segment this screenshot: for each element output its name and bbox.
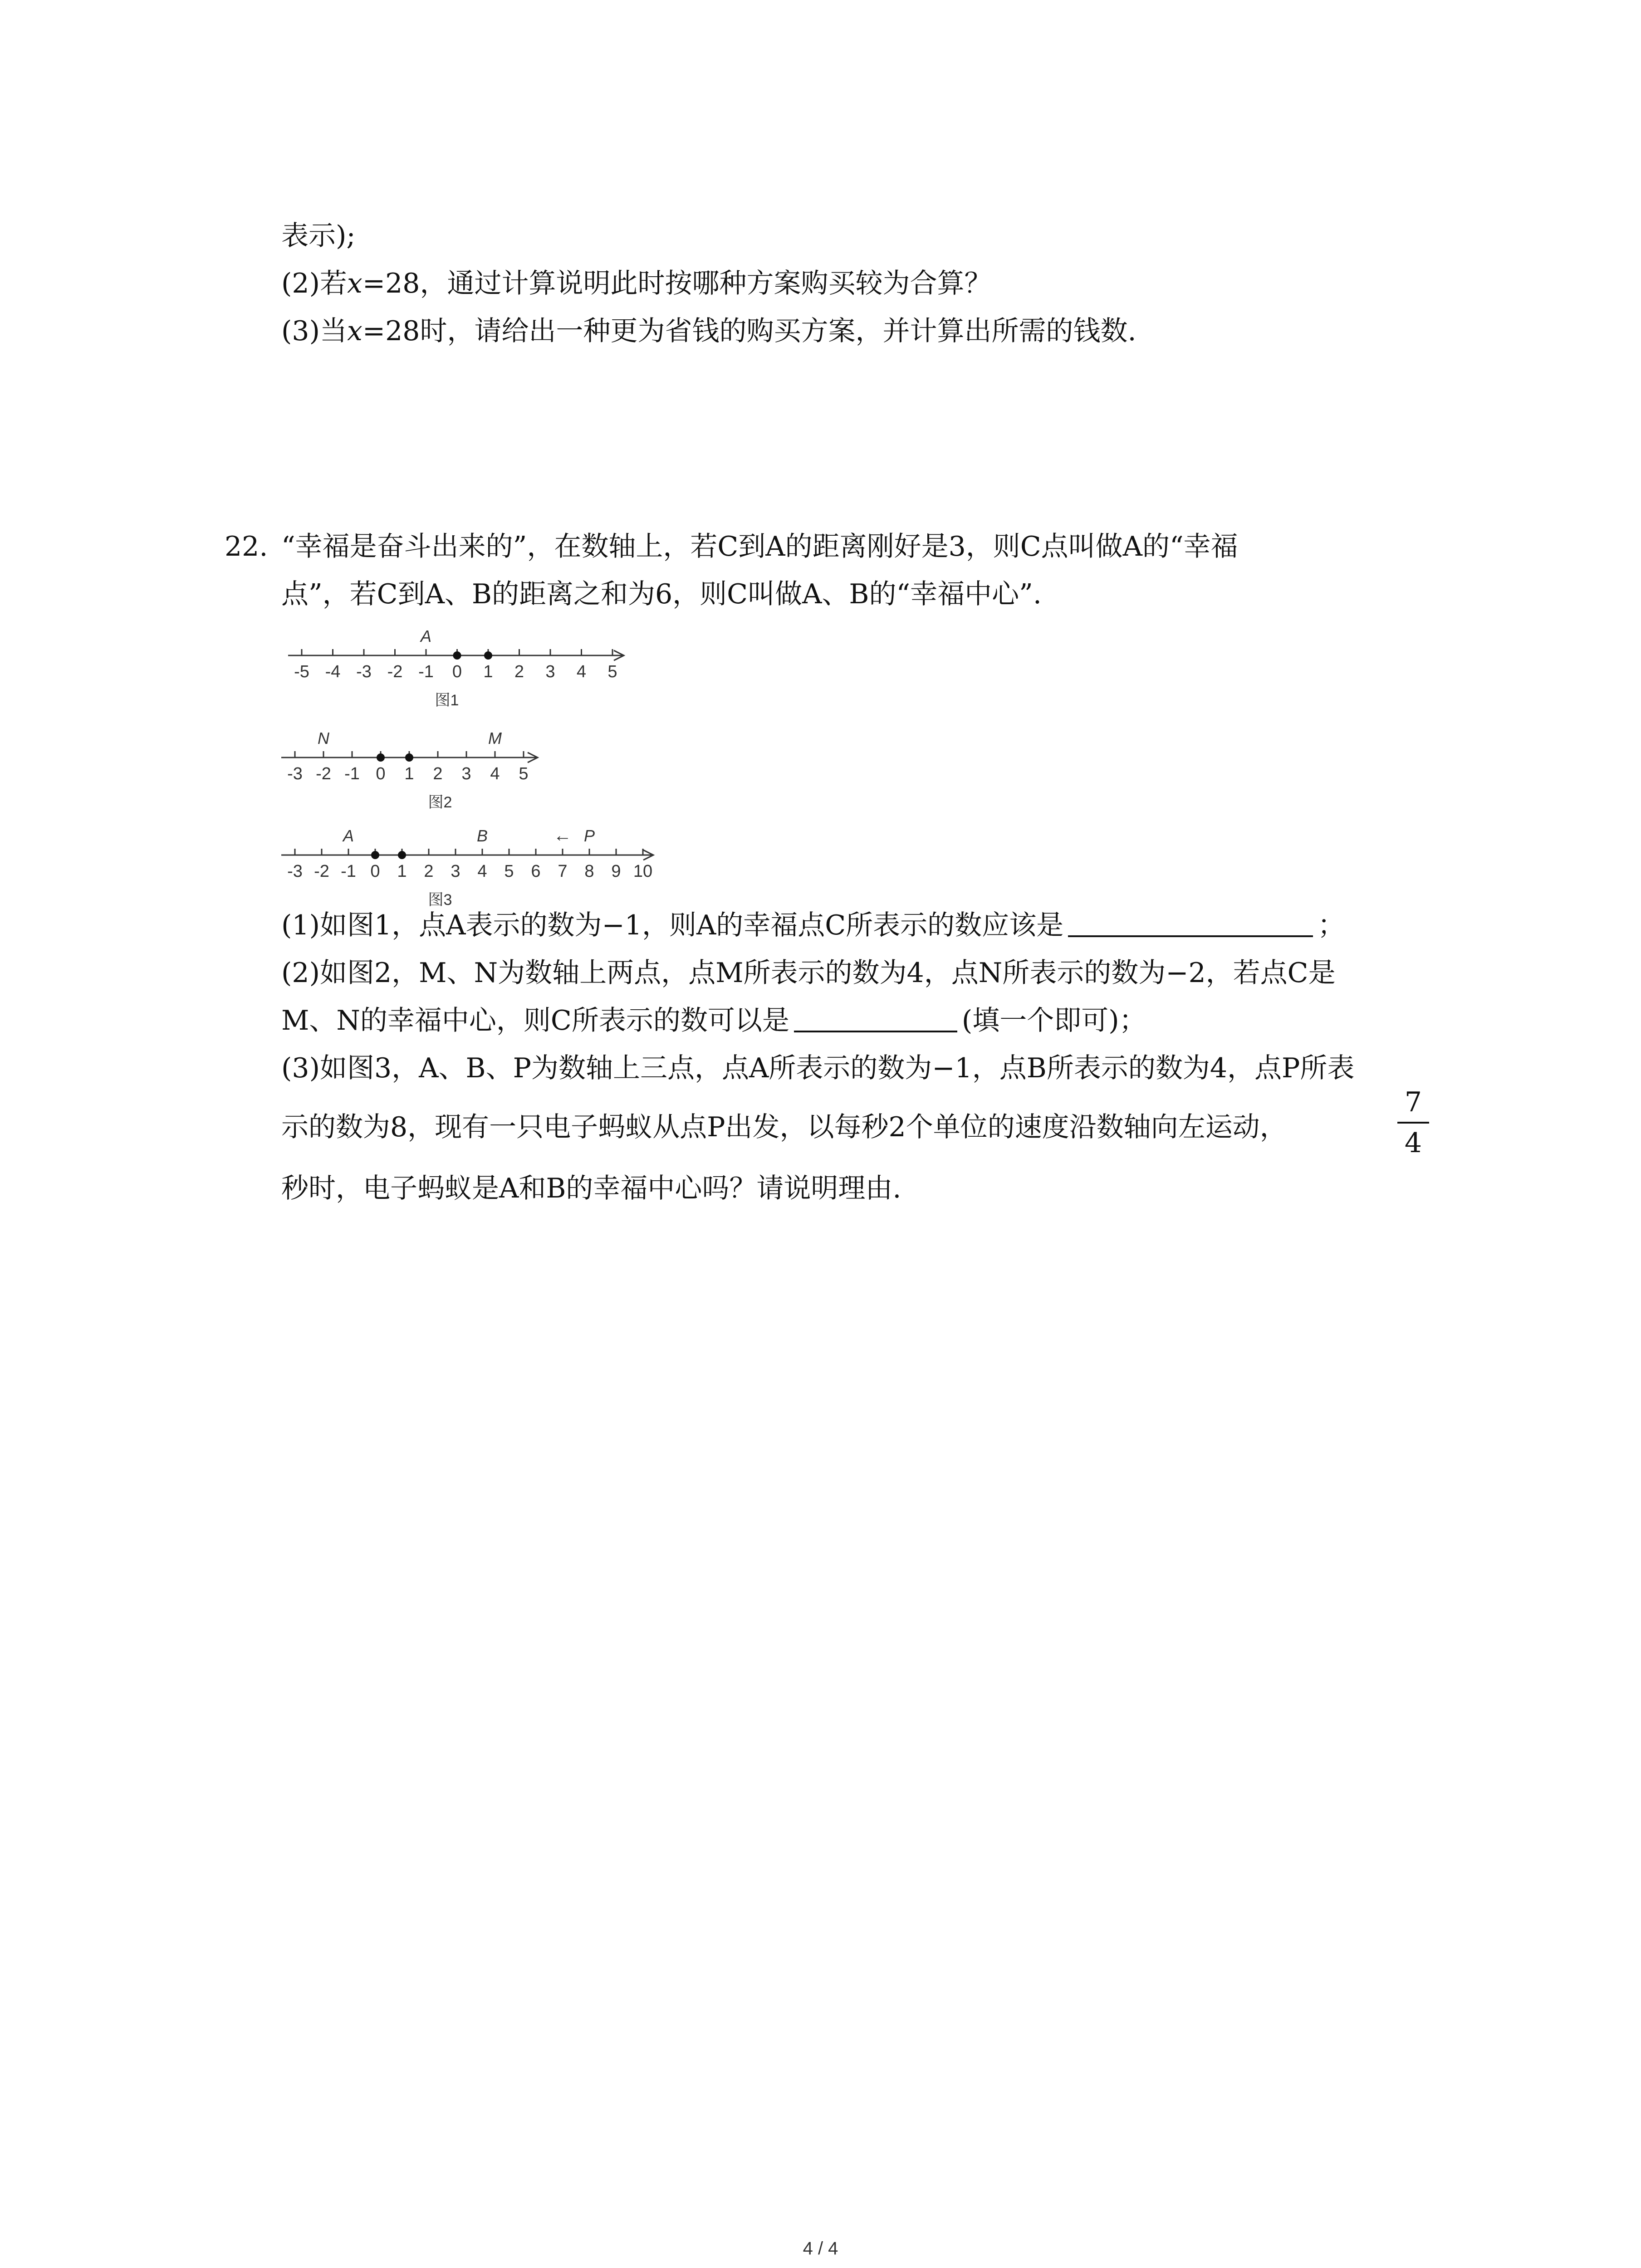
tick-label: -5 [294, 662, 309, 681]
point-dot [405, 753, 413, 762]
point-dot [453, 651, 461, 660]
tick-label: 2 [424, 862, 434, 881]
number-line-figure-1 [0, 610, 681, 719]
question-22-number: 22. [225, 531, 268, 562]
point-dot [484, 651, 492, 660]
tick-label: -2 [316, 764, 331, 783]
tick-label: 1 [404, 764, 414, 783]
tick-label: -1 [418, 662, 434, 681]
left-arrow-icon: ← [554, 826, 572, 846]
tick-label: 8 [584, 862, 594, 881]
tick-label: 10 [633, 862, 653, 881]
part-2-line-2: M、N的幸福中心，则C所表示的数可以是 (填一个即可)； [281, 1002, 1146, 1039]
page-number: 4 / 4 [803, 2239, 838, 2258]
tick-label: 0 [376, 764, 386, 783]
tick-label: 1 [483, 662, 493, 681]
point-label-n: N [318, 729, 329, 748]
continuation-part-2: (2)若x=28，通过计算说明此时按哪种方案购买较为合算？ [281, 268, 992, 299]
tick-label: 4 [490, 764, 500, 783]
figure-caption: 图3 [428, 891, 452, 909]
tick-label: 2 [433, 764, 443, 783]
figure-caption: 图1 [435, 692, 459, 709]
tick-label: -2 [387, 662, 403, 681]
tick-label: 0 [370, 862, 380, 881]
figure-caption: 图2 [428, 794, 452, 811]
tick-label: -3 [287, 862, 303, 881]
number-line-figure-2 [0, 712, 681, 821]
tick-label: 5 [607, 662, 617, 681]
tick-label: -3 [356, 662, 372, 681]
tick-label: -1 [341, 862, 356, 881]
continuation-line-1: 表示); [281, 220, 356, 252]
tick-label: 4 [576, 662, 587, 681]
fraction-seven-fourths [1397, 1086, 1429, 1159]
tick-label: 1 [397, 862, 407, 881]
tick-label: 5 [504, 862, 514, 881]
tick-label: 9 [611, 862, 621, 881]
point-dot [398, 851, 406, 859]
continuation-part-3: (3)当x=28时，请给出一种更为省钱的购买方案，并计算出所需的钱数. [281, 315, 1136, 347]
point-label-a: A [343, 826, 354, 845]
point-label-m: M [488, 729, 502, 748]
tick-label: -1 [344, 764, 360, 783]
tick-label: 3 [545, 662, 555, 681]
tick-label: 2 [514, 662, 524, 681]
tick-label: 4 [477, 862, 487, 881]
point-label-a: A [420, 627, 432, 645]
part-2-line-1: (2)如图2，M、N为数轴上两点，点M所表示的数为4，点N所表示的数为−2，若点C是 [281, 957, 1336, 989]
point-label-p: P [583, 826, 595, 845]
tick-label: 3 [461, 764, 471, 783]
fraction-denominator: 4 [1404, 1127, 1422, 1159]
answer-blank-2[interactable] [794, 1003, 957, 1032]
tick-label: 5 [519, 764, 529, 783]
point-dot [377, 753, 385, 762]
fraction-numerator: 7 [1404, 1086, 1422, 1118]
tick-label: -3 [287, 764, 303, 783]
part-3-line-3: 秒时，电子蚂蚁是A和B的幸福中心吗？请说明理由. [281, 1173, 901, 1204]
part-3-line-2: 示的数为8，现有一只电子蚂蚁从点P出发，以每秒2个单位的速度沿数轴向左运动， [281, 1111, 1287, 1143]
point-label-b: B [476, 826, 488, 845]
question-22-stem-line-1: “幸福是奋斗出来的”，在数轴上，若C到A的距离刚好是3，则C点叫做A的“幸福 [281, 531, 1238, 562]
tick-label: 3 [451, 862, 460, 881]
part-3-line-1: (3)如图3，A、B、P为数轴上三点，点A所表示的数为−1，点B所表示的数为4，点P所表 [281, 1052, 1355, 1084]
tick-label: -4 [325, 662, 341, 681]
tick-label: 6 [531, 862, 541, 881]
question-22-stem-line-2: 点”，若C到A、B的距离之和为6，则C叫做A、B的“幸福中心”. [281, 578, 1042, 610]
number-line-figure-3 [0, 810, 726, 919]
point-dot [371, 851, 379, 859]
tick-label: 7 [558, 862, 568, 881]
answer-blank-1[interactable] [1068, 908, 1313, 937]
tick-label: 0 [452, 662, 462, 681]
tick-label: -2 [314, 862, 329, 881]
part-1-text: (1)如图1，点A表示的数为−1，则A的幸福点C所表示的数应该是 ； [281, 907, 1345, 943]
fraction-bar [1397, 1122, 1429, 1124]
